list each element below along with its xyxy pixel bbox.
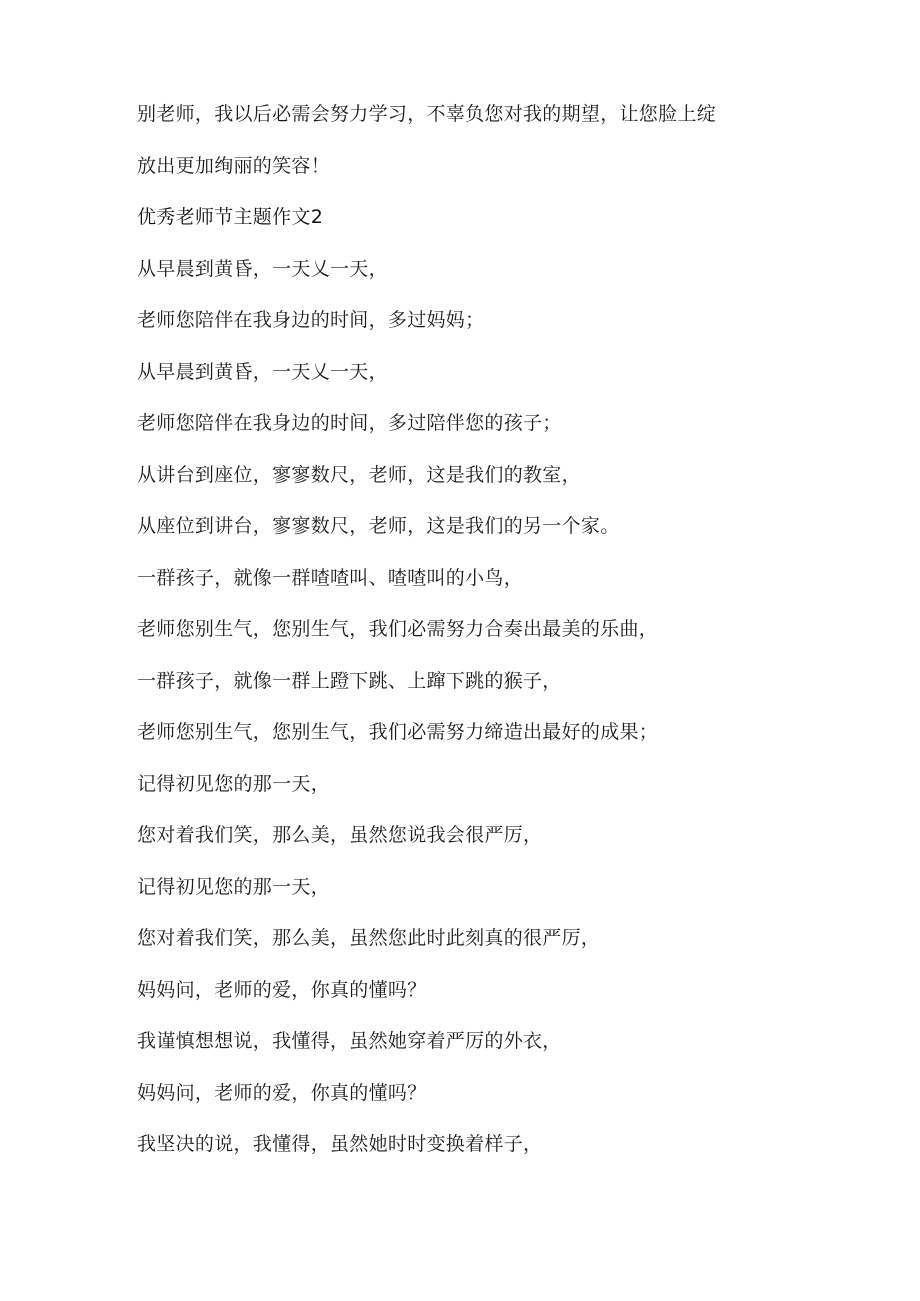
- text-line: 您对着我们笑，那么美，虽然您此时此刻真的很严厉，: [137, 927, 601, 949]
- text-line: 别老师，我以后必需会努力学习，不辜负您对我的期望，让您脸上绽: [137, 103, 717, 125]
- text-line: 记得初见您的那一天，: [137, 772, 331, 795]
- text-line: 从早晨到黄昏，一天乂一天，: [137, 360, 388, 383]
- text-line: 妈妈问，老师的爱，你真的懂吗？: [137, 1081, 427, 1104]
- text-line: 从讲台到座位，寥寥数尺，老师，这是我们的教室，: [137, 463, 581, 486]
- text-line: 放出更加绚丽的笑容！: [137, 154, 331, 177]
- text-line: 妈妈问，老师的爱，你真的懂吗？: [137, 978, 427, 1001]
- text-line: 您对着我们笑，那么美，虽然您说我会很严厉，: [137, 824, 543, 846]
- text-line: 老师您别生气，您别生气，我们必需努力合奏出最美的乐曲，: [137, 618, 659, 640]
- text-line: 从座位到讲台，寥寥数尺，老师，这是我们的另一个家。: [137, 515, 620, 537]
- text-line: 我谨慎想想说，我懂得，虽然她穿着严厉的外衣，: [137, 1030, 562, 1052]
- text-line: 一群孩子，就像一群喳喳叫、喳喳叫的小鸟，: [137, 566, 524, 589]
- text-line: 从早晨到黄昏，一天乂一天，: [137, 257, 388, 280]
- text-line: 记得初见您的那一天，: [137, 875, 331, 898]
- text-line: 老师您陪伴在我身边的时间，多过妈妈；: [137, 309, 485, 331]
- text-line: 老师您别生气，您别生气，我们必需努力缔造出最好的成果；: [137, 721, 659, 743]
- document-body: [137, 96, 817, 1178]
- text-line: 老师您陪伴在我身边的时间，多过陪伴您的孩子；: [137, 412, 562, 434]
- section-heading: 优秀老师节主题作文2: [137, 206, 324, 228]
- text-line: 我坚决的说，我懂得，虽然她时时变换着样子，: [137, 1133, 543, 1155]
- text-line: 一群孩子，就像一群上蹬下跳、上蹿下跳的猴子，: [137, 669, 562, 692]
